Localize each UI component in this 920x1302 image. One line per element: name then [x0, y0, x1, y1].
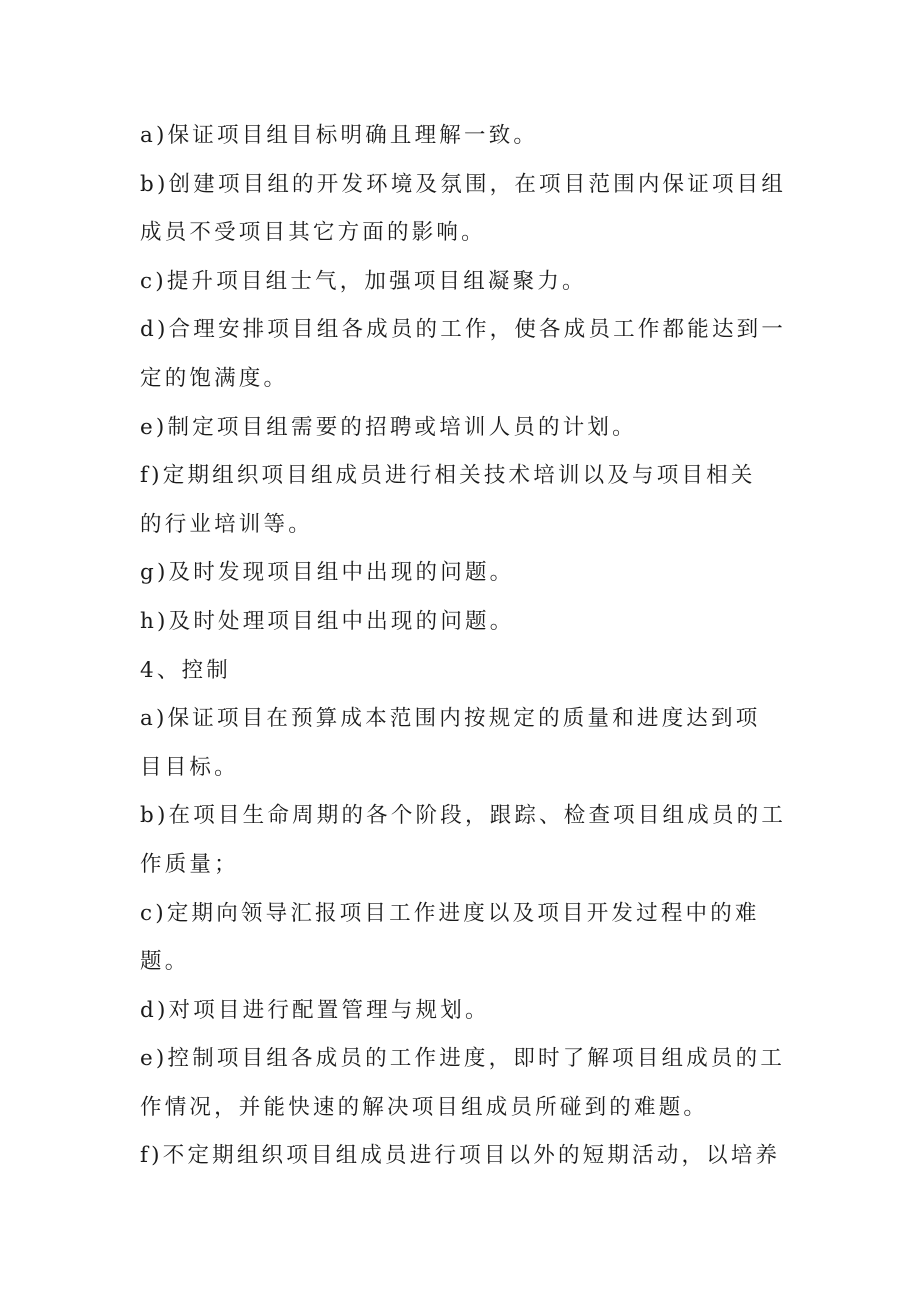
text-line: 4、控制	[140, 657, 231, 683]
text-line: 题。	[140, 949, 190, 975]
paragraph-budget-quality	[140, 695, 785, 792]
text-line: b)创建项目组的开发环境及氛围，在项目范围内保证项目组	[140, 171, 787, 197]
text-line: f)不定期组织项目组成员进行项目以外的短期活动，以培养	[140, 1143, 781, 1169]
paragraph-recruit-plan	[140, 404, 785, 453]
text-line: 作情况，并能快速的解决项目组成员所碰到的难题。	[140, 1094, 709, 1120]
text-line: 成员不受项目其它方面的影响。	[140, 220, 486, 246]
paragraph-dev-environment	[140, 161, 785, 258]
text-line: a)保证项目在预算成本范围内按规定的质量和进度达到项	[140, 706, 761, 732]
text-line: h)及时处理项目组中出现的问题。	[140, 608, 515, 634]
paragraph-training	[140, 452, 785, 549]
paragraph-team-goal	[140, 112, 785, 161]
section-heading-control	[140, 647, 785, 696]
text-line: f)定期组织项目组成员进行相关技术培训以及与项目相关	[140, 463, 756, 489]
paragraph-handle-issues	[140, 598, 785, 647]
text-line: 的行业培训等。	[140, 511, 313, 537]
text-line: g)及时发现项目组中出现的问题。	[140, 560, 515, 586]
paragraph-find-issues	[140, 549, 785, 598]
paragraph-team-activities	[140, 1132, 785, 1181]
paragraph-config-management	[140, 987, 785, 1036]
paragraph-lifecycle-tracking	[140, 792, 785, 889]
paragraph-morale	[140, 258, 785, 307]
text-line: b)在项目生命周期的各个阶段，跟踪、检查项目组成员的工	[140, 803, 787, 829]
text-line: c)提升项目组士气，加强项目组凝聚力。	[140, 268, 587, 294]
paragraph-work-arrangement	[140, 306, 785, 403]
paragraph-reporting	[140, 890, 785, 987]
text-line: 目目标。	[140, 754, 239, 780]
text-line: e)控制项目组各成员的工作进度，即时了解项目组成员的工	[140, 1046, 786, 1072]
paragraph-progress-control	[140, 1035, 785, 1132]
text-line: e)制定项目组需要的招聘或培训人员的计划。	[140, 414, 637, 440]
text-line: d)对项目进行配置管理与规划。	[140, 997, 490, 1023]
text-line: 作质量；	[140, 851, 239, 877]
text-line: d)合理安排项目组各成员的工作，使各成员工作都能达到一	[140, 317, 787, 343]
text-line: c)定期向领导汇报项目工作进度以及项目开发过程中的难	[140, 900, 760, 926]
document-body	[140, 112, 785, 1181]
text-line: 定的饱满度。	[140, 365, 289, 391]
text-line: a)保证项目组目标明确且理解一致。	[140, 123, 539, 148]
